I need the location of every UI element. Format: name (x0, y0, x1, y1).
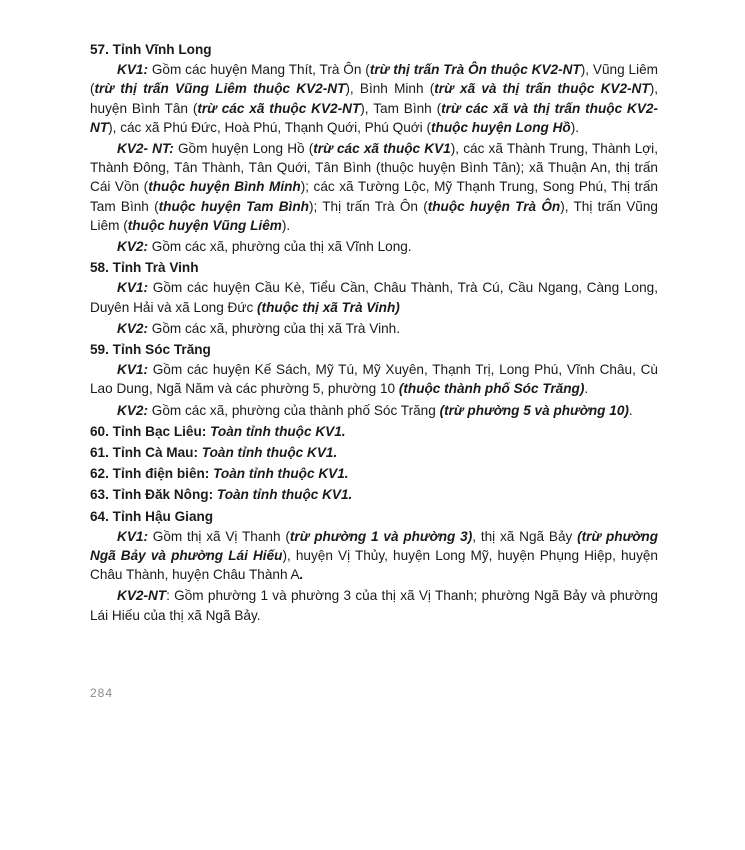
emphasis-text: KV2: (117, 402, 148, 418)
body-text: : Gồm phường 1 và phường 3 của thị xã Vị Thanh; phường Ngã Bảy và phường Lái Hiếu của thị xã Ngã Bảy. (90, 588, 658, 623)
body-text: 61. Tỉnh Cà Mau: (90, 445, 202, 461)
emphasis-text: Toàn tỉnh thuộc KV1. (210, 423, 346, 439)
body-text: , thị xã Ngã Bảy (472, 528, 578, 544)
emphasis-text: KV2-NT (117, 588, 167, 604)
emphasis-text: trừ thị trấn Trà Ôn thuộc KV2-NT (369, 62, 581, 78)
section-paragraph (90, 586, 658, 624)
emphasis-text: trừ các xã thuộc KV2-NT (197, 100, 361, 116)
emphasis-text: thuộc huyện Vũng Liêm (127, 217, 282, 233)
body-text: ), các xã Phú Đức, Hoà Phú, Thạnh Quới, Phú Quới ( (108, 119, 431, 135)
section-heading: 57. Tỉnh Vĩnh Long (90, 42, 212, 57)
emphasis-text: trừ xã và thị trấn thuộc KV2-NT (434, 81, 650, 97)
body-text: Gồm huyện Long Hồ ( (173, 141, 314, 157)
body-text: ), huyện Bình Tân ( (90, 81, 658, 116)
section-paragraph (90, 527, 658, 585)
section-heading: 59. Tỉnh Sóc Trăng (90, 342, 211, 358)
emphasis-text: (trừ phường Ngã Bảy và phường Lái Hiếu (90, 528, 659, 564)
body-text: Gồm thị xã Vị Thanh ( (147, 528, 290, 544)
body-text: . (584, 381, 589, 397)
emphasis-text: KV2: (117, 239, 148, 255)
body-text: ). (281, 217, 291, 233)
section-paragraph (90, 60, 658, 137)
section-heading (90, 464, 658, 483)
section-heading (90, 485, 658, 504)
body-text: Gồm các xã, phường của thị xã Trà Vinh. (147, 320, 400, 336)
emphasis-text: trừ các xã và thị trấn thuộc KV2-NT (90, 100, 659, 135)
section-paragraph (90, 360, 658, 398)
body-text: ); các xã Tường Lộc, Mỹ Thạnh Trung, Song Phú, Thị trấn Tam Bình ( (90, 179, 658, 214)
emphasis-text: KV1: (117, 62, 148, 78)
section-heading (90, 422, 658, 441)
section-heading: 58. Tỉnh Trà Vinh (90, 260, 199, 276)
emphasis-text: KV1: (117, 528, 148, 544)
emphasis-text: KV1: (117, 362, 148, 378)
body-text: ), Tam Bình ( (360, 100, 442, 116)
emphasis-text: Toàn tỉnh thuộc KV1. (213, 466, 349, 482)
emphasis-text: thuộc huyện Trà Ôn (427, 198, 561, 214)
body-text: . (628, 402, 633, 418)
body-text: ), các xã Thành Trung, Thành Lợi, Thành Đông, Tân Thành, Tân Quới, Tân Bình (thuộc huyện Bình Tân); xã Thuận An, thị trấn Cái Vồn ( (90, 141, 658, 195)
emphasis-text: KV1: (117, 280, 148, 296)
section-paragraph (90, 278, 658, 316)
body-text: ), huyện Vị Thủy, huyện Long Mỹ, huyện Phụng Hiệp, huyện Châu Thành, huyện Châu Thành A (90, 548, 658, 583)
body-text: Gồm các huyện Cầu Kè, Tiểu Cần, Châu Thành, Trà Cú, Cầu Ngang, Càng Long, Duyên Hải và xã Long Đức (90, 280, 658, 315)
section-heading: 64. Tỉnh Hậu Giang (90, 508, 214, 524)
emphasis-text: (thuộc thành phố Sóc Trăng) (398, 381, 585, 397)
body-text: Gồm các huyện Kế Sách, Mỹ Tú, Mỹ Xuyên, Thạnh Trị, Long Phú, Vĩnh Châu, Cù Lao Dung, Ngã Năm và các phường 5, phường 10 (90, 362, 658, 397)
body-text: ), Thị trấn Vũng Liêm ( (90, 198, 658, 233)
emphasis-text: thuộc huyện Long Hồ (431, 119, 571, 135)
emphasis-text: thuộc huyện Tam Bình (158, 198, 309, 214)
body-text: 62. Tỉnh điện biên: (90, 466, 214, 482)
document-body (90, 38, 658, 627)
section-paragraph (90, 401, 658, 420)
emphasis-text: trừ các xã thuộc KV1 (313, 141, 451, 157)
emphasis-text: . (299, 567, 304, 583)
emphasis-text: (trừ phường 5 và phường 10) (439, 402, 629, 418)
body-text: Gồm các xã, phường của thành phố Sóc Trăng (147, 402, 440, 418)
emphasis-text: Toàn tỉnh thuộc KV1. (216, 487, 353, 503)
section-paragraph (90, 139, 658, 235)
body-text: ), Bình Minh ( (345, 81, 435, 97)
body-text: ), Vũng Liêm ( (90, 62, 658, 97)
body-text: ); Thị trấn Trà Ôn ( (308, 198, 428, 214)
body-text: 63. Tỉnh Đăk Nông: (90, 487, 217, 503)
body-text: Gồm các huyện Mang Thít, Trà Ôn ( (147, 62, 370, 78)
section-paragraph (90, 237, 658, 256)
emphasis-text: KV2- NT: (117, 141, 174, 157)
body-text: ). (570, 119, 580, 135)
emphasis-text: trừ phường 1 và phường 3) (289, 528, 473, 544)
emphasis-text: (thuộc thị xã Trà Vinh) (257, 299, 400, 315)
emphasis-text: Toàn tỉnh thuộc KV1. (201, 445, 338, 461)
emphasis-text: KV2: (117, 320, 148, 336)
body-text: Gồm các xã, phường của thị xã Vĩnh Long. (147, 239, 412, 255)
emphasis-text: trừ thị trấn Vũng Liêm thuộc KV2-NT (94, 81, 346, 97)
section-heading (90, 443, 658, 462)
section-paragraph (90, 319, 658, 338)
emphasis-text: thuộc huyện Bình Minh (148, 179, 301, 195)
body-text: 60. Tỉnh Bạc Liêu: (90, 423, 211, 439)
page-number: 284 (90, 686, 114, 700)
